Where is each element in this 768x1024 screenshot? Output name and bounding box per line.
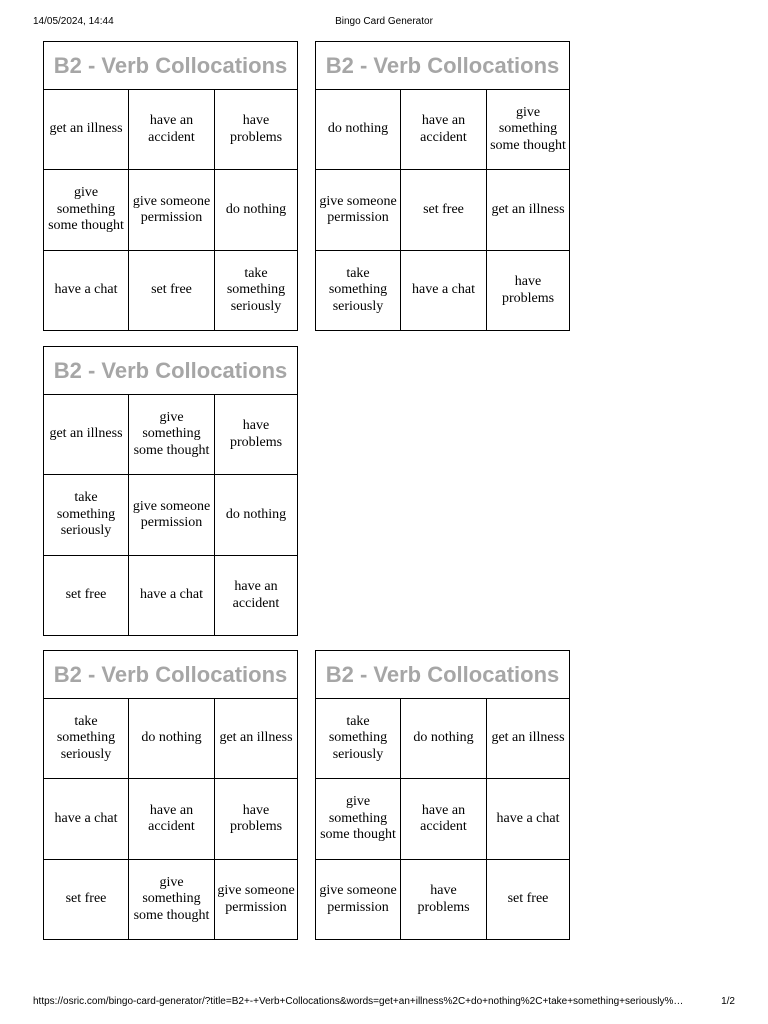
bingo-card-4 bbox=[43, 650, 298, 940]
bingo-cell: set free bbox=[129, 251, 215, 330]
card-title: B2 - Verb Collocations bbox=[316, 42, 569, 90]
bingo-cell: give something some thought bbox=[316, 779, 401, 860]
bingo-cell: have a chat bbox=[401, 251, 487, 330]
bingo-grid bbox=[316, 699, 569, 939]
bingo-card-2 bbox=[315, 41, 570, 331]
print-url: https://osric.com/bingo-card-generator/?title=B2+-+Verb+Collocations&words=get+an+illness%2C+do+nothing%2C+take+something+seriously%… bbox=[33, 996, 684, 1007]
bingo-cell: set free bbox=[507, 891, 549, 907]
bingo-cell: have a chat bbox=[487, 779, 569, 860]
bingo-cell: do nothing bbox=[316, 90, 401, 170]
bingo-cell: get an illness bbox=[44, 90, 129, 170]
bingo-cell: give someone permission bbox=[316, 170, 401, 251]
bingo-cell: do nothing bbox=[129, 699, 215, 779]
bingo-cell: set free bbox=[44, 556, 129, 635]
bingo-card-5 bbox=[315, 650, 570, 940]
bingo-cell: give someone permission bbox=[316, 860, 401, 939]
bingo-cell: give someone permission bbox=[129, 170, 215, 251]
page-number: 1/2 bbox=[721, 996, 735, 1007]
bingo-cell: take something seriously bbox=[316, 251, 401, 330]
bingo-cell: have problems bbox=[215, 395, 297, 475]
card-title: B2 - Verb Collocations bbox=[44, 42, 297, 90]
print-page-title: Bingo Card Generator bbox=[335, 16, 433, 27]
bingo-cell: do nothing bbox=[401, 699, 487, 779]
print-header bbox=[33, 16, 735, 30]
bingo-cell: have problems bbox=[501, 274, 555, 306]
print-footer bbox=[33, 996, 735, 1010]
bingo-card-1 bbox=[43, 41, 298, 331]
bingo-cell: take something seriously bbox=[226, 265, 286, 314]
bingo-cell: do nothing bbox=[215, 475, 297, 556]
bingo-card-3 bbox=[43, 346, 298, 636]
bingo-grid bbox=[44, 395, 297, 635]
bingo-cell: do nothing bbox=[215, 170, 297, 251]
bingo-cell: get an illness bbox=[44, 395, 129, 475]
bingo-grid bbox=[316, 90, 569, 330]
bingo-cell: have problems bbox=[215, 90, 297, 170]
bingo-cell: have an accident bbox=[232, 579, 280, 611]
bingo-cell: give something some thought bbox=[487, 90, 569, 170]
bingo-cell: have an accident bbox=[401, 779, 487, 860]
bingo-cell: have an accident bbox=[129, 779, 215, 860]
bingo-cell: take something seriously bbox=[44, 475, 129, 556]
bingo-cell: get an illness bbox=[215, 699, 297, 779]
bingo-cell: have a chat bbox=[44, 779, 129, 860]
bingo-cell: have a chat bbox=[129, 556, 215, 635]
bingo-cell: get an illness bbox=[487, 170, 569, 251]
card-title: B2 - Verb Collocations bbox=[44, 347, 297, 395]
bingo-cell: have an accident bbox=[401, 90, 487, 170]
bingo-cell: give someone permission bbox=[217, 883, 295, 915]
bingo-cell: have an accident bbox=[129, 90, 215, 170]
bingo-cell: take something seriously bbox=[44, 699, 129, 779]
print-date: 14/05/2024, 14:44 bbox=[33, 16, 114, 27]
bingo-cell: get an illness bbox=[487, 699, 569, 779]
bingo-cell: give something some thought bbox=[129, 860, 215, 939]
bingo-cell: set free bbox=[44, 860, 129, 939]
bingo-cell: give something some thought bbox=[129, 395, 215, 475]
bingo-cell: have a chat bbox=[44, 251, 129, 330]
card-title: B2 - Verb Collocations bbox=[44, 651, 297, 699]
bingo-cell: take something seriously bbox=[316, 699, 401, 779]
bingo-cell: have problems bbox=[401, 860, 487, 939]
bingo-grid bbox=[44, 90, 297, 330]
bingo-cell: give something some thought bbox=[44, 170, 129, 251]
bingo-cell: give someone permission bbox=[129, 475, 215, 556]
bingo-cell: set free bbox=[401, 170, 487, 251]
bingo-cell: have problems bbox=[215, 779, 297, 860]
bingo-grid bbox=[44, 699, 297, 939]
card-title: B2 - Verb Collocations bbox=[316, 651, 569, 699]
